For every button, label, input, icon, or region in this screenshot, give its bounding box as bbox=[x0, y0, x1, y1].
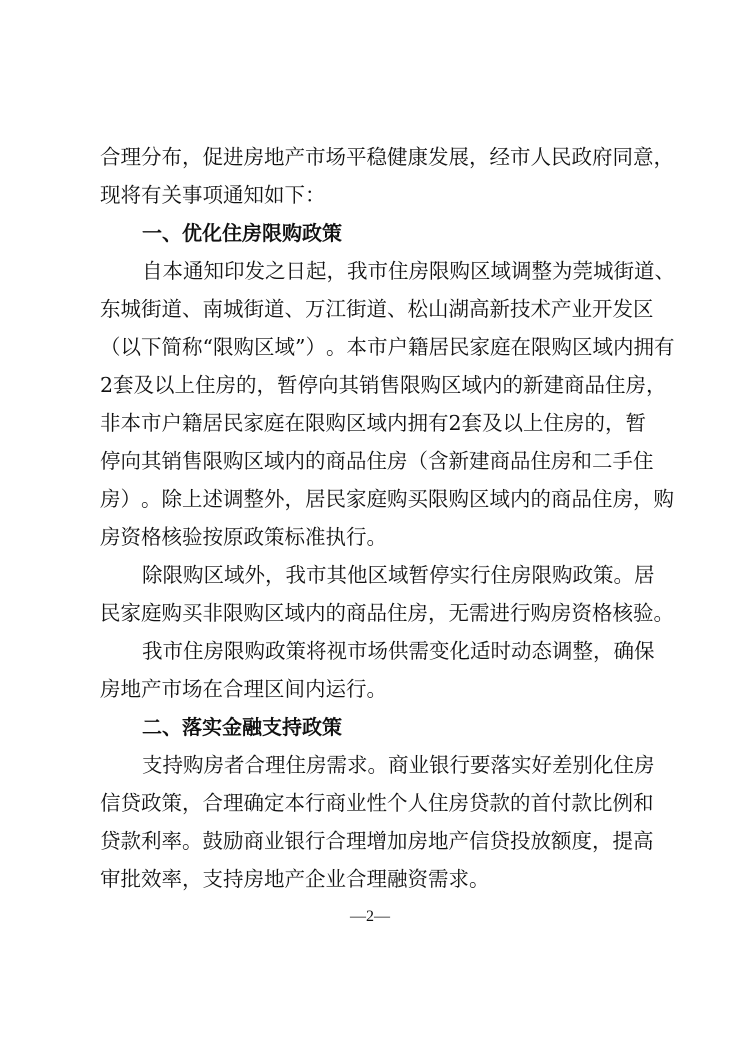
body-line: 支 持 购 房 者 合 理 住 房 需 求 。 商 业 银 行 要 落 实 好 差 别 化 住 房 bbox=[142, 753, 655, 777]
page-number: —2— bbox=[350, 908, 390, 925]
body-line: 房 ） 。 除 上 述 调 整 外 ， 居 民 家 庭 购 买 限 购 区 域 内 的 商 品 住 房 ， 购 bbox=[100, 487, 674, 511]
body-line: 非 本 市 户 籍 居 民 家 庭 在 限 购 区 域 内 拥 有 2 套 及 以 上 住 房 的 ， 暂 bbox=[100, 411, 647, 435]
body-line: 除 限 购 区 域 外 ， 我 市 其 他 区 域 暂 停 实 行 住 房 限 购 政 策 。 居 bbox=[142, 563, 655, 587]
body-line: 信 贷 政 策 ， 合 理 确 定 本 行 商 业 性 个 人 住 房 贷 款 的 首 付 款 比 例 和 bbox=[100, 791, 654, 815]
section-heading-2: 二、落实金融支持政策 bbox=[142, 715, 342, 739]
body-line: 我 市 住 房 限 购 政 策 将 视 市 场 供 需 变 化 适 时 动 态 调 整 ， 确 保 bbox=[142, 639, 655, 663]
body-line: 东 城 街 道 、 南 城 街 道 、 万 江 街 道 、 松 山 湖 高 新 技 术 产 业 开 发 区 bbox=[100, 297, 654, 321]
body-line: 贷 款 利 率 。 鼓 励 商 业 银 行 合 理 增 加 房 地 产 信 贷 投 放 额 度 ， 提 高 bbox=[100, 829, 654, 853]
body-line: 停 向 其 销 售 限 购 区 域 内 的 商 品 住 房 （ 含 新 建 商 品 住 房 和 二 手 住 bbox=[100, 449, 654, 473]
section-heading-1: 一、优化住房限购政策 bbox=[142, 221, 342, 245]
body-line: 自 本 通 知 印 发 之 日 起 ， 我 市 住 房 限 购 区 域 调 整 为 莞 城 街 道 、 bbox=[142, 259, 675, 283]
body-line: 审批效率，支持房地产企业合理融资需求。 bbox=[100, 867, 490, 891]
body-line: 房资格核验按原政策标准执行。 bbox=[100, 525, 387, 549]
body-line: 现将有关事项通知如下： bbox=[100, 183, 326, 207]
body-line: 房地产市场在合理区间内运行。 bbox=[100, 677, 387, 701]
body-line: 民 家 庭 购 买 非 限 购 区 域 内 的 商 品 住 房 ， 无 需 进 行 购 房 资 格 核 验 。 bbox=[100, 601, 674, 625]
body-line: （ 以 下 简 称 “ 限 购 区 域 ” ） 。 本 市 户 籍 居 民 家 庭 在 限 购 区 域 内 拥 有 bbox=[100, 335, 675, 359]
body-line: 合 理 分 布 ， 促 进 房 地 产 市 场 平 稳 健 康 发 展 ， 经 市 人 民 政 府 同 意 ， bbox=[100, 145, 674, 169]
body-line: 2 套 及 以 上 住 房 的 ， 暂 停 向 其 销 售 限 购 区 域 内 的 新 建 商 品 住 房 ， bbox=[100, 373, 667, 397]
